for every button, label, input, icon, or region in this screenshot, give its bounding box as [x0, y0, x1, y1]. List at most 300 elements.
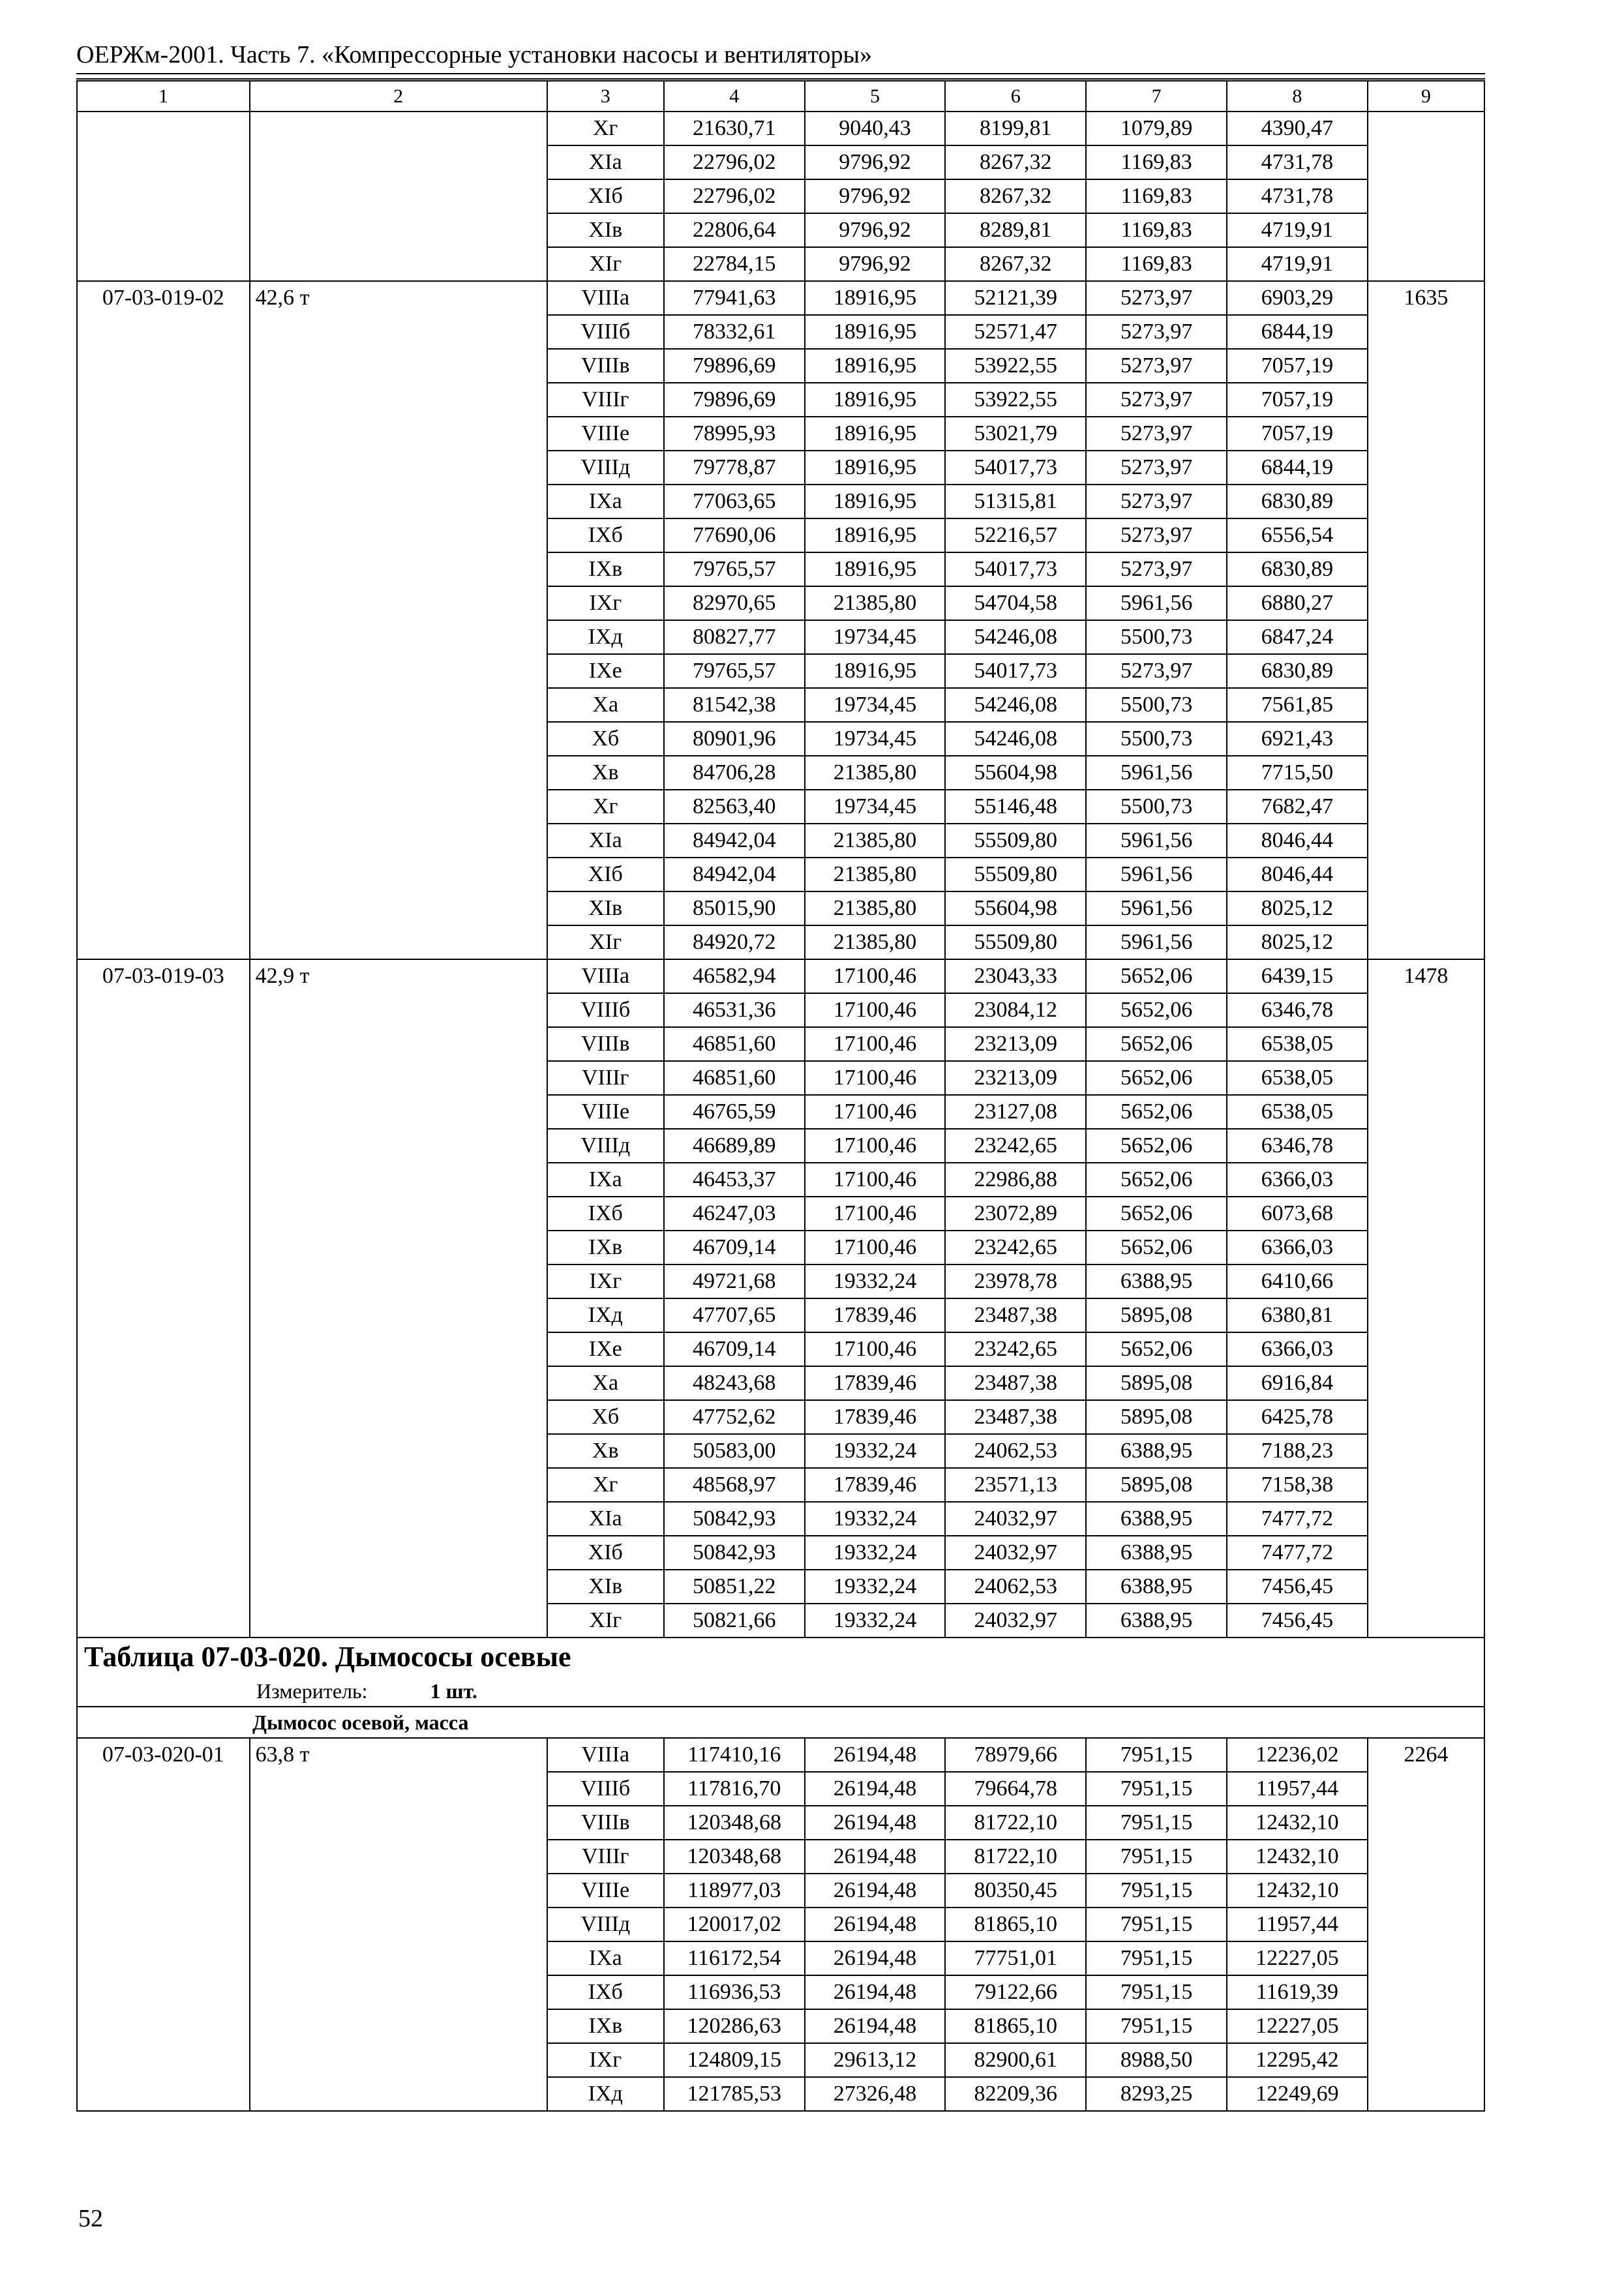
- machinist-wages: 5500,73: [1086, 790, 1227, 824]
- machinist-wages: 5895,08: [1086, 1298, 1227, 1332]
- total-cost: 79896,69: [664, 349, 805, 383]
- materials-cost: 12227,05: [1227, 2009, 1368, 2043]
- machinist-wages: 5652,06: [1086, 1197, 1227, 1231]
- zone-code: ХIв: [547, 891, 664, 925]
- table-row: [77, 1738, 1484, 1772]
- wages: 18916,95: [805, 451, 946, 485]
- machinist-wages: 1169,83: [1086, 213, 1227, 247]
- materials-cost: 6425,78: [1227, 1400, 1368, 1434]
- equipment-cost: 55604,98: [945, 891, 1086, 925]
- total-cost: 22796,02: [664, 179, 805, 213]
- wages: 26194,48: [805, 2009, 946, 2043]
- zone-code: VIIIб: [547, 993, 664, 1027]
- resource-subheading: Дымосос осевой, масса: [77, 1707, 1484, 1738]
- equipment-cost: 81865,10: [945, 2009, 1086, 2043]
- materials-cost: 6916,84: [1227, 1366, 1368, 1400]
- zone-code: IХд: [547, 2077, 664, 2111]
- total-cost: 46531,36: [664, 993, 805, 1027]
- machinist-wages: 5273,97: [1086, 281, 1227, 315]
- machinist-wages: 5273,97: [1086, 383, 1227, 417]
- wages: 19332,24: [805, 1570, 946, 1604]
- equipment-cost: 53021,79: [945, 417, 1086, 451]
- zone-code: Хг: [547, 112, 664, 145]
- zone-code: VIIIв: [547, 1027, 664, 1061]
- labor-hours: 1635: [1368, 281, 1484, 959]
- materials-cost: 6380,81: [1227, 1298, 1368, 1332]
- wages: 9796,92: [805, 247, 946, 281]
- materials-cost: 6346,78: [1227, 1129, 1368, 1163]
- wages: 26194,48: [805, 1738, 946, 1772]
- wages: 9040,43: [805, 112, 946, 145]
- machinist-wages: 5273,97: [1086, 518, 1227, 552]
- price-table-body: [77, 81, 1484, 2111]
- zone-code: ХIа: [547, 1502, 664, 1536]
- machinist-wages: 5500,73: [1086, 722, 1227, 756]
- equipment-cost: 82209,36: [945, 2077, 1086, 2111]
- total-cost: 84706,28: [664, 756, 805, 790]
- machinist-wages: 7951,15: [1086, 1840, 1227, 1874]
- total-cost: 116172,54: [664, 1941, 805, 1975]
- machinist-wages: 5895,08: [1086, 1400, 1227, 1434]
- equipment-cost: 81722,10: [945, 1840, 1086, 1874]
- machinist-wages: 5961,56: [1086, 756, 1227, 790]
- zone-code: IХб: [547, 518, 664, 552]
- wages: 19734,45: [805, 722, 946, 756]
- zone-code: Ха: [547, 688, 664, 722]
- machinist-wages: 7951,15: [1086, 1772, 1227, 1806]
- equipment-cost: 55146,48: [945, 790, 1086, 824]
- total-cost: 22796,02: [664, 145, 805, 179]
- materials-cost: 8025,12: [1227, 925, 1368, 959]
- wages: 9796,92: [805, 213, 946, 247]
- total-cost: 22806,64: [664, 213, 805, 247]
- zone-code: IХг: [547, 2043, 664, 2077]
- zone-code: IХб: [547, 1975, 664, 2009]
- machinist-wages: 7951,15: [1086, 1806, 1227, 1840]
- wages: 17839,46: [805, 1298, 946, 1332]
- materials-cost: 8046,44: [1227, 858, 1368, 891]
- total-cost: 124809,15: [664, 2043, 805, 2077]
- materials-cost: 12432,10: [1227, 1874, 1368, 1908]
- wages: 26194,48: [805, 1908, 946, 1941]
- wages: 19332,24: [805, 1434, 946, 1468]
- resource-code: 07-03-020-01: [77, 1738, 250, 2111]
- equipment-cost: 23571,13: [945, 1468, 1086, 1502]
- materials-cost: 11619,39: [1227, 1975, 1368, 2009]
- total-cost: 47707,65: [664, 1298, 805, 1332]
- equipment-cost: 22986,88: [945, 1163, 1086, 1197]
- equipment-cost: 8267,32: [945, 145, 1086, 179]
- machinist-wages: 5273,97: [1086, 485, 1227, 518]
- wages: 9796,92: [805, 145, 946, 179]
- materials-cost: 6366,03: [1227, 1332, 1368, 1366]
- equipment-cost: 23084,12: [945, 993, 1086, 1027]
- header-rule-top: [76, 73, 1485, 74]
- equipment-cost: 24032,97: [945, 1502, 1086, 1536]
- equipment-cost: 55604,98: [945, 756, 1086, 790]
- wages: 19734,45: [805, 790, 946, 824]
- zone-code: IХе: [547, 654, 664, 688]
- equipment-cost: 78979,66: [945, 1738, 1086, 1772]
- machinist-wages: 6388,95: [1086, 1604, 1227, 1638]
- total-cost: 77063,65: [664, 485, 805, 518]
- zone-code: VIIIд: [547, 451, 664, 485]
- resource-code: 07-03-019-03: [77, 959, 250, 1638]
- total-cost: 48243,68: [664, 1366, 805, 1400]
- zone-code: ХIв: [547, 213, 664, 247]
- wages: 18916,95: [805, 485, 946, 518]
- equipment-cost: 23487,38: [945, 1298, 1086, 1332]
- column-number: 1: [77, 81, 250, 112]
- equipment-cost: 54704,58: [945, 586, 1086, 620]
- zone-code: IХд: [547, 620, 664, 654]
- section-title-row: [77, 1638, 1484, 1676]
- machinist-wages: 5273,97: [1086, 552, 1227, 586]
- zone-code: VIIIг: [547, 383, 664, 417]
- total-cost: 46765,59: [664, 1095, 805, 1129]
- materials-cost: 4719,91: [1227, 213, 1368, 247]
- equipment-cost: 23242,65: [945, 1231, 1086, 1264]
- materials-cost: 12432,10: [1227, 1806, 1368, 1840]
- zone-code: IХв: [547, 1231, 664, 1264]
- equipment-cost: 23487,38: [945, 1400, 1086, 1434]
- wages: 17100,46: [805, 1129, 946, 1163]
- wages: 29613,12: [805, 2043, 946, 2077]
- equipment-cost: 79664,78: [945, 1772, 1086, 1806]
- materials-cost: 7477,72: [1227, 1502, 1368, 1536]
- wages: 21385,80: [805, 824, 946, 858]
- section-title: Таблица 07-03-020. Дымососы осевые: [77, 1638, 1484, 1676]
- machinist-wages: 5273,97: [1086, 315, 1227, 349]
- total-cost: 120017,02: [664, 1908, 805, 1941]
- column-number: 6: [945, 81, 1086, 112]
- zone-code: IХе: [547, 1332, 664, 1366]
- units-value: 1 шт.: [430, 1679, 477, 1703]
- header-rule-bottom: [76, 78, 1485, 80]
- total-cost: 50851,22: [664, 1570, 805, 1604]
- materials-cost: 12432,10: [1227, 1840, 1368, 1874]
- zone-code: VIIIа: [547, 281, 664, 315]
- zone-code: IХа: [547, 485, 664, 518]
- units-row: [77, 1676, 1484, 1707]
- page-header: ОЕРЖм-2001. Часть 7. «Компрессорные установки насосы и вентиляторы»: [76, 41, 873, 68]
- wages: 19332,24: [805, 1604, 946, 1638]
- total-cost: 118977,03: [664, 1874, 805, 1908]
- equipment-cost: 55509,80: [945, 925, 1086, 959]
- zone-code: ХIг: [547, 1604, 664, 1638]
- column-number-row: [77, 81, 1484, 112]
- zone-code: VIIIе: [547, 1095, 664, 1129]
- zone-code: VIIIд: [547, 1129, 664, 1163]
- page-number: 52: [78, 2205, 103, 2232]
- zone-code: VIIIд: [547, 1908, 664, 1941]
- resource-weight: [250, 112, 547, 281]
- equipment-cost: 23242,65: [945, 1129, 1086, 1163]
- labor-hours: [1368, 112, 1484, 281]
- machinist-wages: 7951,15: [1086, 2009, 1227, 2043]
- total-cost: 78995,93: [664, 417, 805, 451]
- machinist-wages: 5895,08: [1086, 1468, 1227, 1502]
- equipment-cost: 52571,47: [945, 315, 1086, 349]
- zone-code: IХа: [547, 1941, 664, 1975]
- materials-cost: 6538,05: [1227, 1027, 1368, 1061]
- equipment-cost: 54246,08: [945, 620, 1086, 654]
- total-cost: 82970,65: [664, 586, 805, 620]
- equipment-cost: 54017,73: [945, 451, 1086, 485]
- total-cost: 48568,97: [664, 1468, 805, 1502]
- zone-code: IХв: [547, 2009, 664, 2043]
- materials-cost: 6830,89: [1227, 552, 1368, 586]
- materials-cost: 6921,43: [1227, 722, 1368, 756]
- equipment-cost: 8289,81: [945, 213, 1086, 247]
- equipment-cost: 79122,66: [945, 1975, 1086, 2009]
- equipment-cost: 55509,80: [945, 824, 1086, 858]
- total-cost: 46851,60: [664, 1061, 805, 1095]
- materials-cost: 4731,78: [1227, 179, 1368, 213]
- machinist-wages: 5652,06: [1086, 1129, 1227, 1163]
- resource-code: 07-03-019-02: [77, 281, 250, 959]
- total-cost: 85015,90: [664, 891, 805, 925]
- machinist-wages: 1169,83: [1086, 247, 1227, 281]
- total-cost: 46709,14: [664, 1231, 805, 1264]
- machinist-wages: 5652,06: [1086, 1332, 1227, 1366]
- zone-code: Хв: [547, 756, 664, 790]
- wages: 17839,46: [805, 1400, 946, 1434]
- wages: 17839,46: [805, 1468, 946, 1502]
- machinist-wages: 5652,06: [1086, 1163, 1227, 1197]
- zone-code: IХд: [547, 1298, 664, 1332]
- total-cost: 50583,00: [664, 1434, 805, 1468]
- zone-code: Хв: [547, 1434, 664, 1468]
- total-cost: 46247,03: [664, 1197, 805, 1231]
- total-cost: 116936,53: [664, 1975, 805, 2009]
- wages: 18916,95: [805, 383, 946, 417]
- machinist-wages: 5961,56: [1086, 891, 1227, 925]
- equipment-cost: 54017,73: [945, 552, 1086, 586]
- total-cost: 120348,68: [664, 1806, 805, 1840]
- equipment-cost: 8199,81: [945, 112, 1086, 145]
- machinist-wages: 5273,97: [1086, 451, 1227, 485]
- materials-cost: 7477,72: [1227, 1536, 1368, 1570]
- total-cost: 120286,63: [664, 2009, 805, 2043]
- total-cost: 50842,93: [664, 1536, 805, 1570]
- machinist-wages: 5652,06: [1086, 959, 1227, 993]
- wages: 17100,46: [805, 1061, 946, 1095]
- machinist-wages: 8988,50: [1086, 2043, 1227, 2077]
- zone-code: Хб: [547, 722, 664, 756]
- total-cost: 77941,63: [664, 281, 805, 315]
- zone-code: ХIб: [547, 858, 664, 891]
- subheading-row: [77, 1707, 1484, 1738]
- materials-cost: 7715,50: [1227, 756, 1368, 790]
- equipment-cost: 52121,39: [945, 281, 1086, 315]
- equipment-cost: 24032,97: [945, 1604, 1086, 1638]
- total-cost: 79778,87: [664, 451, 805, 485]
- machinist-wages: 5273,97: [1086, 349, 1227, 383]
- machinist-wages: 1169,83: [1086, 179, 1227, 213]
- column-number: 3: [547, 81, 664, 112]
- materials-cost: 8025,12: [1227, 891, 1368, 925]
- equipment-cost: 23213,09: [945, 1027, 1086, 1061]
- equipment-cost: 23072,89: [945, 1197, 1086, 1231]
- wages: 19332,24: [805, 1264, 946, 1298]
- machinist-wages: 7951,15: [1086, 1738, 1227, 1772]
- total-cost: 46709,14: [664, 1332, 805, 1366]
- column-number: 7: [1086, 81, 1227, 112]
- column-number: 9: [1368, 81, 1484, 112]
- materials-cost: 7057,19: [1227, 417, 1368, 451]
- machinist-wages: 5273,97: [1086, 654, 1227, 688]
- materials-cost: 6830,89: [1227, 485, 1368, 518]
- total-cost: 84942,04: [664, 858, 805, 891]
- wages: 18916,95: [805, 315, 946, 349]
- zone-code: Хг: [547, 1468, 664, 1502]
- wages: 26194,48: [805, 1975, 946, 2009]
- total-cost: 46851,60: [664, 1027, 805, 1061]
- zone-code: VIIIв: [547, 1806, 664, 1840]
- total-cost: 46689,89: [664, 1129, 805, 1163]
- zone-code: ХIг: [547, 925, 664, 959]
- zone-code: ХIб: [547, 1536, 664, 1570]
- wages: 17839,46: [805, 1366, 946, 1400]
- wages: 21385,80: [805, 858, 946, 891]
- zone-code: VIIIе: [547, 417, 664, 451]
- equipment-cost: 54246,08: [945, 722, 1086, 756]
- materials-cost: 12227,05: [1227, 1941, 1368, 1975]
- materials-cost: 7682,47: [1227, 790, 1368, 824]
- machinist-wages: 1169,83: [1086, 145, 1227, 179]
- total-cost: 120348,68: [664, 1840, 805, 1874]
- zone-code: ХIа: [547, 824, 664, 858]
- wages: 18916,95: [805, 654, 946, 688]
- total-cost: 79765,57: [664, 552, 805, 586]
- equipment-cost: 8267,32: [945, 247, 1086, 281]
- wages: 19734,45: [805, 688, 946, 722]
- zone-code: VIIIа: [547, 959, 664, 993]
- equipment-cost: 77751,01: [945, 1941, 1086, 1975]
- materials-cost: 6410,66: [1227, 1264, 1368, 1298]
- total-cost: 46582,94: [664, 959, 805, 993]
- total-cost: 81542,38: [664, 688, 805, 722]
- total-cost: 21630,71: [664, 112, 805, 145]
- labor-hours: 2264: [1368, 1738, 1484, 2111]
- machinist-wages: 5652,06: [1086, 993, 1227, 1027]
- zone-code: ХIг: [547, 247, 664, 281]
- total-cost: 49721,68: [664, 1264, 805, 1298]
- materials-cost: 12295,42: [1227, 2043, 1368, 2077]
- column-number: 2: [250, 81, 547, 112]
- machinist-wages: 6388,95: [1086, 1570, 1227, 1604]
- zone-code: Ха: [547, 1366, 664, 1400]
- zone-code: Хб: [547, 1400, 664, 1434]
- equipment-cost: 54246,08: [945, 688, 1086, 722]
- machinist-wages: 7951,15: [1086, 1941, 1227, 1975]
- equipment-cost: 82900,61: [945, 2043, 1086, 2077]
- wages: 19734,45: [805, 620, 946, 654]
- equipment-cost: 80350,45: [945, 1874, 1086, 1908]
- wages: 26194,48: [805, 1772, 946, 1806]
- machinist-wages: 5500,73: [1086, 688, 1227, 722]
- materials-cost: 12249,69: [1227, 2077, 1368, 2111]
- materials-cost: 7188,23: [1227, 1434, 1368, 1468]
- machinist-wages: 5895,08: [1086, 1366, 1227, 1400]
- wages: 17100,46: [805, 1095, 946, 1129]
- materials-cost: 6880,27: [1227, 586, 1368, 620]
- equipment-cost: 23043,33: [945, 959, 1086, 993]
- column-number: 5: [805, 81, 946, 112]
- column-number: 8: [1227, 81, 1368, 112]
- table-row: [77, 112, 1484, 145]
- wages: 17100,46: [805, 1197, 946, 1231]
- machinist-wages: 5961,56: [1086, 586, 1227, 620]
- zone-code: IХб: [547, 1197, 664, 1231]
- zone-code: VIIIг: [547, 1061, 664, 1095]
- zone-code: Хг: [547, 790, 664, 824]
- resource-code: [77, 112, 250, 281]
- zone-code: VIIIв: [547, 349, 664, 383]
- zone-code: IХа: [547, 1163, 664, 1197]
- machinist-wages: 7951,15: [1086, 1975, 1227, 2009]
- machinist-wages: 6388,95: [1086, 1502, 1227, 1536]
- equipment-cost: 55509,80: [945, 858, 1086, 891]
- wages: 18916,95: [805, 281, 946, 315]
- units-cell: [77, 1676, 1484, 1707]
- zone-code: IХв: [547, 552, 664, 586]
- machinist-wages: 8293,25: [1086, 2077, 1227, 2111]
- wages: 21385,80: [805, 756, 946, 790]
- materials-cost: 6903,29: [1227, 281, 1368, 315]
- materials-cost: 6844,19: [1227, 315, 1368, 349]
- total-cost: 121785,53: [664, 2077, 805, 2111]
- equipment-cost: 23487,38: [945, 1366, 1086, 1400]
- equipment-cost: 53922,55: [945, 349, 1086, 383]
- zone-code: ХIв: [547, 1570, 664, 1604]
- total-cost: 47752,62: [664, 1400, 805, 1434]
- materials-cost: 11957,44: [1227, 1908, 1368, 1941]
- total-cost: 79765,57: [664, 654, 805, 688]
- zone-code: ХIа: [547, 145, 664, 179]
- total-cost: 22784,15: [664, 247, 805, 281]
- materials-cost: 6844,19: [1227, 451, 1368, 485]
- wages: 18916,95: [805, 417, 946, 451]
- materials-cost: 6366,03: [1227, 1163, 1368, 1197]
- total-cost: 84942,04: [664, 824, 805, 858]
- equipment-cost: 24062,53: [945, 1570, 1086, 1604]
- materials-cost: 7057,19: [1227, 383, 1368, 417]
- wages: 17100,46: [805, 1332, 946, 1366]
- equipment-cost: 81865,10: [945, 1908, 1086, 1941]
- machinist-wages: 5961,56: [1086, 925, 1227, 959]
- wages: 19332,24: [805, 1536, 946, 1570]
- materials-cost: 7158,38: [1227, 1468, 1368, 1502]
- machinist-wages: 5652,06: [1086, 1231, 1227, 1264]
- zone-code: IХг: [547, 1264, 664, 1298]
- materials-cost: 6556,54: [1227, 518, 1368, 552]
- equipment-cost: 23127,08: [945, 1095, 1086, 1129]
- machinist-wages: 6388,95: [1086, 1434, 1227, 1468]
- materials-cost: 6538,05: [1227, 1095, 1368, 1129]
- equipment-cost: 51315,81: [945, 485, 1086, 518]
- materials-cost: 4390,47: [1227, 112, 1368, 145]
- resource-weight: 42,9 т: [250, 959, 547, 1638]
- total-cost: 82563,40: [664, 790, 805, 824]
- machinist-wages: 7951,15: [1086, 1874, 1227, 1908]
- materials-cost: 6073,68: [1227, 1197, 1368, 1231]
- machinist-wages: 5652,06: [1086, 1027, 1227, 1061]
- total-cost: 77690,06: [664, 518, 805, 552]
- materials-cost: 7456,45: [1227, 1604, 1368, 1638]
- wages: 18916,95: [805, 349, 946, 383]
